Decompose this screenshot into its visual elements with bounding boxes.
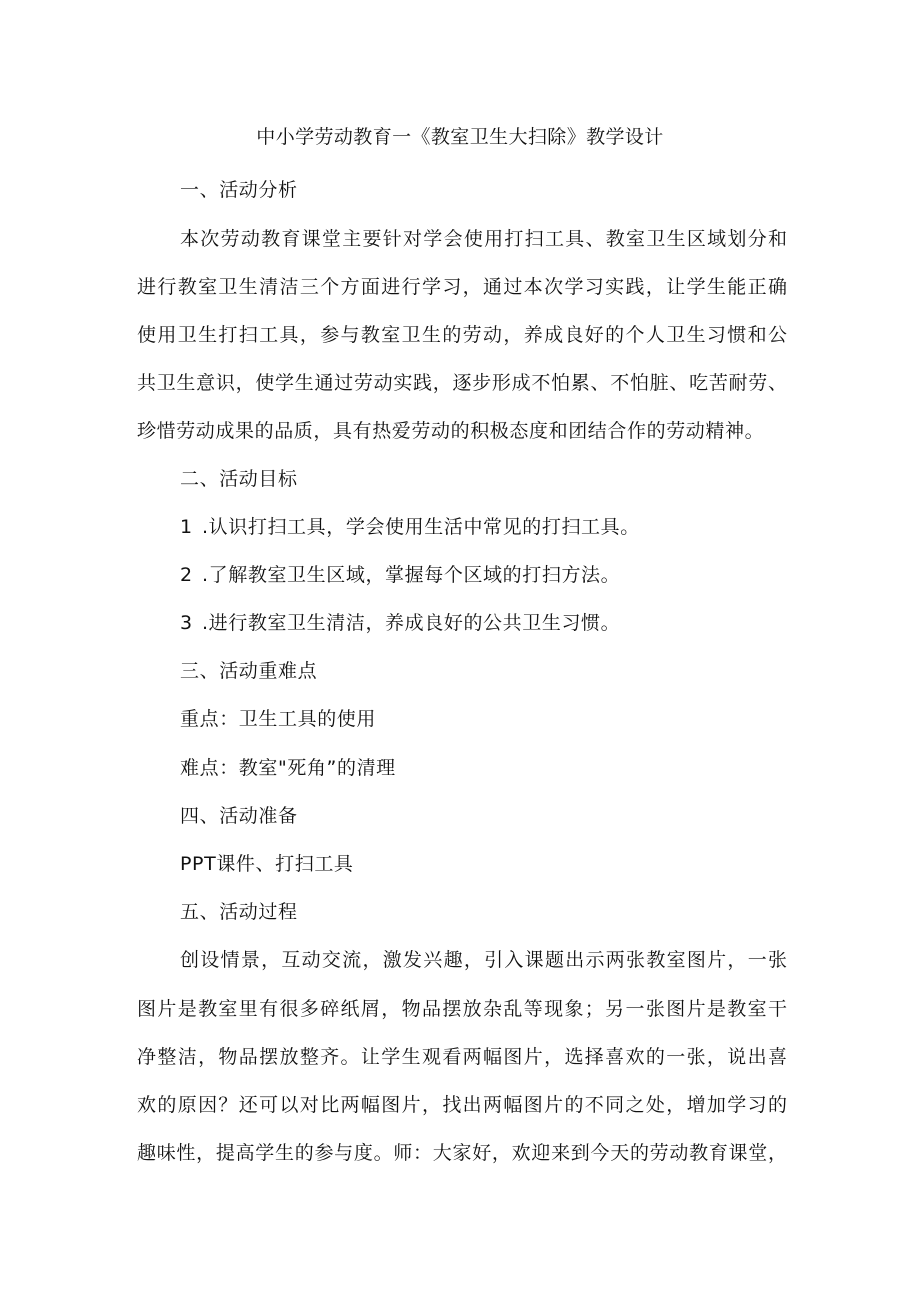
goal-list-item bbox=[180, 608, 620, 638]
paragraph-line: 欢的原因？还可以对比两幅图片，找出两幅图片的不同之处，增加学习的 bbox=[137, 1094, 787, 1116]
list-number: 3 bbox=[180, 612, 193, 634]
document-title: 中小学劳动教育一《教室卫生大扫除》教学设计 bbox=[256, 126, 664, 148]
section-heading-preparation: 四、活动准备 bbox=[180, 805, 298, 827]
paragraph-line: 共卫生意识，使学生通过劳动实践，逐步形成不怕累、不怕脏、吃苦耐劳、 bbox=[137, 372, 787, 394]
paragraph-line: 使用卫生打扫工具，参与教室卫生的劳动，养成良好的个人卫生习惯和公 bbox=[137, 324, 787, 346]
materials-text: PPT课件、打扫工具 bbox=[180, 853, 354, 875]
paragraph-line: 净整洁，物品摆放整齐。让学生观看两幅图片，选择喜欢的一张，说出喜 bbox=[137, 1046, 787, 1068]
section-heading-key-difficulties: 三、活动重难点 bbox=[180, 660, 318, 682]
section-heading-activity-goals: 二、活动目标 bbox=[180, 468, 298, 490]
goal-list-item bbox=[180, 512, 640, 542]
paragraph-line: 珍惜劳动成果的品质，具有热爱劳动的积极态度和团结合作的劳动精神。 bbox=[137, 420, 765, 442]
section-heading-activity-analysis: 一、活动分析 bbox=[180, 179, 298, 201]
list-number: 2 bbox=[180, 564, 193, 586]
list-number: 1 bbox=[180, 516, 193, 538]
key-point-text: 重点：卫生工具的使用 bbox=[180, 708, 377, 730]
paragraph-line: 创设情景，互动交流，激发兴趣，引入课题出示两张教室图片，一张 bbox=[180, 949, 787, 971]
goal-list-item bbox=[180, 560, 620, 590]
list-text: .了解教室卫生区域，掌握每个区域的打扫方法。 bbox=[202, 564, 621, 586]
difficulty-text: 难点：教室"死角”的清理 bbox=[180, 757, 396, 779]
paragraph-line: 本次劳动教育课堂主要针对学会使用打扫工具、教室卫生区域划分和 bbox=[180, 228, 787, 250]
paragraph-line: 趣味性，提高学生的参与度。师：大家好，欢迎来到今天的劳动教育课堂， bbox=[137, 1142, 787, 1164]
section-heading-process: 五、活动过程 bbox=[180, 901, 298, 923]
list-text: .进行教室卫生清洁，养成良好的公共卫生习惯。 bbox=[202, 612, 621, 634]
paragraph-line: 图片是教室里有很多碎纸屑，物品摆放杂乱等现象；另一张图片是教室干 bbox=[137, 998, 787, 1020]
list-text: .认识打扫工具，学会使用生活中常见的打扫工具。 bbox=[202, 516, 640, 538]
paragraph-line: 进行教室卫生清洁三个方面进行学习，通过本次学习实践，让学生能正确 bbox=[137, 276, 787, 298]
